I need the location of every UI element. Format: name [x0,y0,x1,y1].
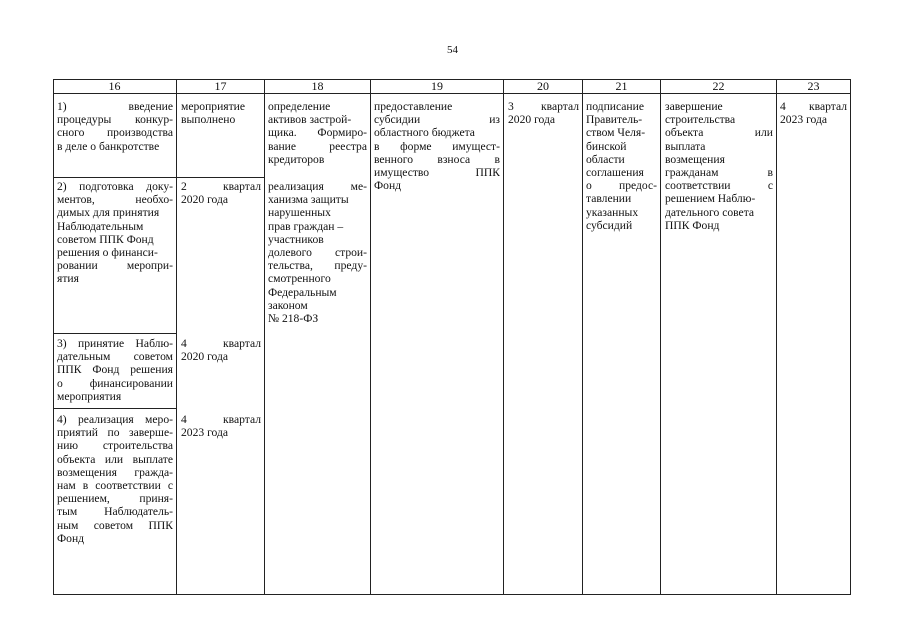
text-line: подписание [586,100,644,113]
text-line: тым Наблюдатель- [57,505,173,519]
row-divider-2 [53,333,177,334]
text-line: решением Наблю- [665,192,756,206]
text-line: соглашения [586,166,644,180]
text-line: мероприятия [57,389,122,403]
text-line: долевого строи- [268,246,367,260]
col-divider-18-19 [370,79,371,595]
header-divider [53,93,851,94]
header-col-17: 17 [214,79,227,93]
text-line: ным советом ППК [57,518,173,532]
col-divider-20-21 [582,79,583,595]
text-line: 2023 года [780,113,828,127]
cell-16-row4 [57,413,173,545]
table-border-right [850,79,851,595]
text-line: процедуры конкур- [57,113,173,127]
text-line: ятия [57,272,79,286]
text-line: соответствии с [665,179,773,193]
text-line: участников [268,232,324,246]
table-border-left [53,79,54,595]
col-divider-21-22 [660,79,661,595]
text-line: указанных [586,205,639,219]
header-col-19: 19 [431,79,443,93]
col-divider-16-17 [176,79,177,595]
cell-19 [374,100,500,192]
text-line: № 218-ФЗ [268,312,319,326]
cell-17-row1 [181,100,261,126]
text-line: димых для принятия [57,206,160,220]
col-divider-19-20 [503,79,504,595]
text-line: 3 квартал [508,100,579,113]
text-line: решением, приня- [57,492,173,506]
text-line: кредиторов [268,152,325,166]
text-line: реализация ме- [268,180,367,193]
text-line: гражданам в [665,166,773,180]
text-line: вание реестра [268,139,367,153]
text-line: объекта или выплате [57,452,173,466]
text-line: Фонд [374,179,402,193]
text-line: щика. Формиро- [268,126,367,140]
cell-21 [586,100,657,232]
col-divider-22-23 [776,79,777,595]
text-line: завершение [665,100,723,113]
row-divider-3 [53,408,177,409]
text-line: субсидий [586,218,633,232]
text-line: 2) подготовка доку- [57,180,173,193]
text-line: предоставление [374,100,453,113]
text-line: Федеральным [268,285,337,299]
cell-16-row2 [57,180,173,286]
text-line: возмещения гражда- [57,465,173,479]
text-line: нию строительства [57,439,173,453]
table-border-bottom [53,594,851,595]
text-line: 4) реализация меро- [57,413,173,426]
cell-17-row2 [181,180,261,206]
cell-18-row2 [268,180,367,325]
text-line: ством Челя- [586,126,646,140]
cell-22 [665,100,773,232]
text-line: мероприятие [181,100,246,113]
text-line: 4 квартал [181,337,261,350]
text-line: приятий по заверше- [57,426,173,440]
text-line: смотренного [268,272,331,286]
text-line: ППК Фонд решения [57,363,173,377]
cell-16-row3 [57,337,173,403]
text-line: имущество ППК [374,166,500,180]
text-line: определение [268,100,331,113]
col-divider-17-18 [264,79,265,595]
header-col-20: 20 [537,79,549,93]
text-line: 2023 года [181,426,229,440]
text-line: Фонд [57,531,85,545]
text-line: 4 квартал [780,100,847,113]
text-line: сного производства [57,126,173,140]
header-col-21: 21 [615,79,628,93]
text-line: о финансировании [57,376,173,390]
text-line: в форме имущест- [374,139,500,153]
cell-17-row4 [181,413,261,439]
text-line: венного взноса в [374,152,500,166]
text-line: 2020 года [181,350,229,364]
text-line: о предос- [586,179,657,193]
text-line: выплата [665,139,706,153]
text-line: Наблюдательным [57,219,144,233]
header-col-18: 18 [311,79,324,93]
text-line: 4 квартал [181,413,261,426]
text-line: ментов, необхо- [57,193,173,207]
document-table [53,79,851,595]
text-line: области [586,152,625,166]
text-line: возмещения [665,152,725,166]
text-line: Правитель- [586,113,643,127]
text-line: нам в соответствии с [57,479,173,493]
text-line: строительства [665,113,736,127]
cell-20 [508,100,579,126]
text-line: бинской [586,139,627,153]
text-line: 2020 года [508,113,556,127]
page-number: 54 [447,44,458,56]
text-line: объекта или [665,126,773,140]
cell-23 [780,100,847,126]
text-line: областного бюджета [374,126,475,140]
cell-16-row1 [57,100,173,153]
text-line: 1) введение [57,100,173,113]
text-line: дательным советом [57,350,173,364]
text-line: выполнено [181,113,236,127]
text-line: активов застрой- [268,113,352,127]
text-line: ППК Фонд [665,218,720,232]
text-line: решения о финанси- [57,246,158,260]
header-col-22: 22 [712,79,725,93]
text-line: тельства, преду- [268,259,367,273]
text-line: 2020 года [181,193,229,207]
text-line: субсидии из [374,113,500,127]
cell-17-row3 [181,337,261,363]
text-line: законом [268,298,308,312]
text-line: прав граждан – [268,219,344,233]
text-line: 3) принятие Наблю- [57,337,173,350]
text-line: дательного совета [665,205,755,219]
text-line: 2 квартал [181,180,261,193]
text-line: нарушенных [268,206,331,220]
text-line: ханизма защиты [268,193,349,207]
text-line: в деле о банкротстве [57,139,160,153]
text-line: тавлении [586,192,632,206]
header-col-23: 23 [807,79,820,93]
text-line: советом ППК Фонд [57,232,154,246]
row-divider-1 [53,177,265,178]
header-col-16: 16 [108,79,121,93]
cell-18-row1 [268,100,367,166]
text-line: ровании меропри- [57,259,173,273]
